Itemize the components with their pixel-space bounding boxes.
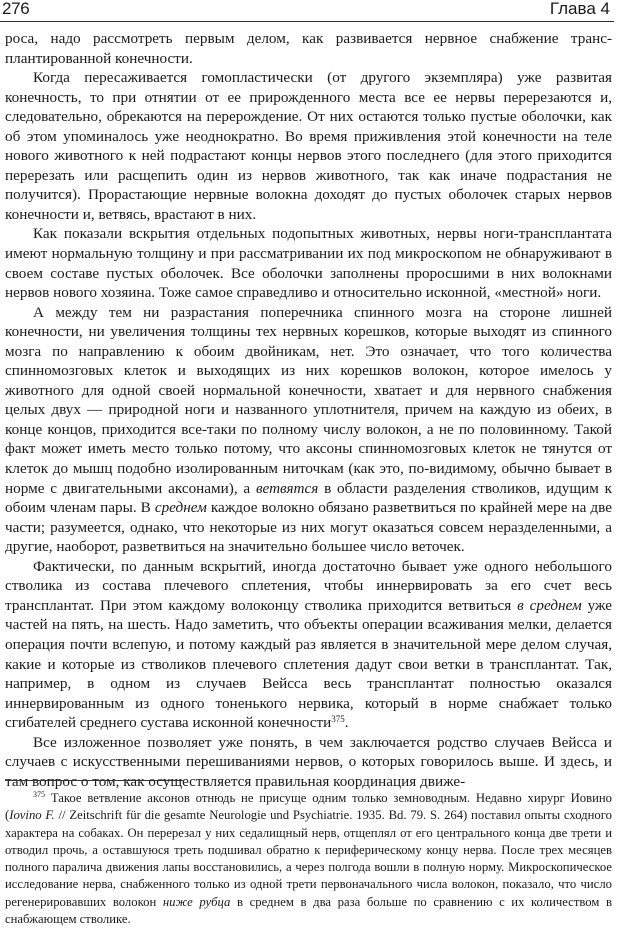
footnote-rule <box>5 780 183 781</box>
text-run: // Zeitschrift für die gesamte Neurologie und Psychiatrie. 1935. Bd. 79. S. 264) поставил опыты сходного характера на собаках. Он перерезал у них седалищный нерв, отщеплял от его центрального конца две трети и отводил прочь, а оставшуюся треть подшивал обратно к периферическому концу нерва. После трех месяцев полного паралича движения лапы восстановились, а через полгода вошли в полную норму. Микроскопическое исследование нерва, снабженного только из одной трети первоначального числа волокон, показало, что число регенерировавших волокон <box>5 808 613 909</box>
text-run: каждое волокно обязано разветвиться по крайней мере на две части; разумеется, однако, что некоторые из них могут оказаться совсем неразделенными, а другие, наоборот, разветвиться на значительно большее число веточек. <box>5 499 612 556</box>
italic-text: в среднем <box>517 596 582 614</box>
text-run: Такое ветвление аксонов отнюдь не присуще одним только земноводным. Недавно хирург Иовино ( <box>5 791 612 823</box>
footnote-ref: 375 <box>331 714 345 725</box>
header-rule <box>0 21 614 22</box>
italic-text: ветвятся <box>255 479 319 497</box>
page-number: 276 <box>2 0 30 18</box>
text-run: . <box>344 714 349 732</box>
text-run: в области разделения стволиков, идущим к обоим членам пары. В <box>5 479 612 517</box>
paragraph <box>5 303 612 557</box>
italic-text: Iovino F. <box>9 808 55 823</box>
text-run: Когда пересаживается гомопластически (от другого экземпляра) уже развитая конечность, то при отнятии от ее прирожденного места все ее нервы перерезаются и, следовательно, обрекаются на перерождение. От них остаются только пустые оболочки, как об этом упоминалось уже неоднократно. Во время приживления этой конечности на теле нового животного к ней подрастают концы нервов этого последнего (для этого приходится перерезать или расщепить один из нервов животного, так как иначе подрастания не получится). Прорастающие нервные волокна доходят до пустых оболочек старых нервов конечности и, ветвясь, врастают в них. <box>5 69 612 223</box>
text-run: Фактически, по данным вскрытий, иногда достаточно бывает уже одного небольшого стволика из состава плечевого сплетения, чтобы иннервировать за его счет весь трансплантат. При этом каждому волоконцу стволика приходится ветвиться <box>5 557 612 614</box>
italic-text: ниже рубца <box>162 894 231 909</box>
chapter-title: Глава 4 <box>549 0 610 18</box>
footnote <box>5 790 612 928</box>
italic-text: среднем <box>154 499 207 517</box>
paragraph <box>5 733 612 792</box>
footnote-ref: 375 <box>33 790 45 799</box>
text-run: А между тем ни разрастания поперечника спинного мозга на стороне лишней конечности, ни увеличения толщины тех нервных корешков, которые выходят из спинного мозга по направлению к обоим двойникам, нет. Это означает, что того количества спинномозговых клеток и выходящих из них корешков волокон, которое имелось у животного для одной своей нормальной конечности, хватает и для нервного снабжения целых двух — природной ноги и названного уплотнителя, причем на каждую из обеих, в конце концов, приходится все-таки по полному числу волокон, а не по половинному. Такой факт может иметь место только потому, что аксоны спинномозговых клеток не тянутся от клеток до мышц подобно изолированным ниточкам (как это, по-видимому, обычно бывает в норме с двигательными аксонами), а <box>5 303 612 497</box>
text-run: в среднем в два раза больше по сравнению с их количеством в снабжающем стволике. <box>5 894 612 927</box>
paragraph <box>5 557 612 733</box>
text-run: уже частей на пять, на шесть. Надо заметить, что объекты операции всаживания мелки, делается операция почти вслепую, и потому каждый раз является в значительной мере делом случая, какие и которые из стволиков плечевого сплетения дадут свои ветки в трансплантат. Так, например, в одном из случаев Вейсса весь трансплантат полностью оказался иннервированным из одного тоненького нервика, который в норме снабжает только сгибателей среднего сустава исконной конечности <box>5 596 612 732</box>
text-run: Как показали вскрытия отдельных подопытных животных, нервы ноги-трансплантата имеют нормальную толщину и при рассматривании их под микроскопом не обнаруживают в своем составе пустых оболочек. Все оболочки заполнены проросшими в них волокнами нервов нового хозяина. Тоже самое справедливо и относительно исконной, «местной» ноги. <box>5 225 612 302</box>
paragraph <box>5 68 612 224</box>
paragraph <box>5 224 612 302</box>
main-text <box>5 29 612 791</box>
text-run: роса, надо рассмотреть первым делом, как развивается нервное снабжение трансплантированной конечности. <box>5 30 612 67</box>
text-run: Все изложенное позволяет уже понять, в чем заключается родство случаев Вейсса и случаев с искусственными перешиваниями нервов, о которых говорилось выше. И здесь, и там вопрос о том, как осуществляется правильная координация движе- <box>5 733 612 790</box>
footnote-paragraph <box>5 790 612 928</box>
paragraph <box>5 29 612 68</box>
